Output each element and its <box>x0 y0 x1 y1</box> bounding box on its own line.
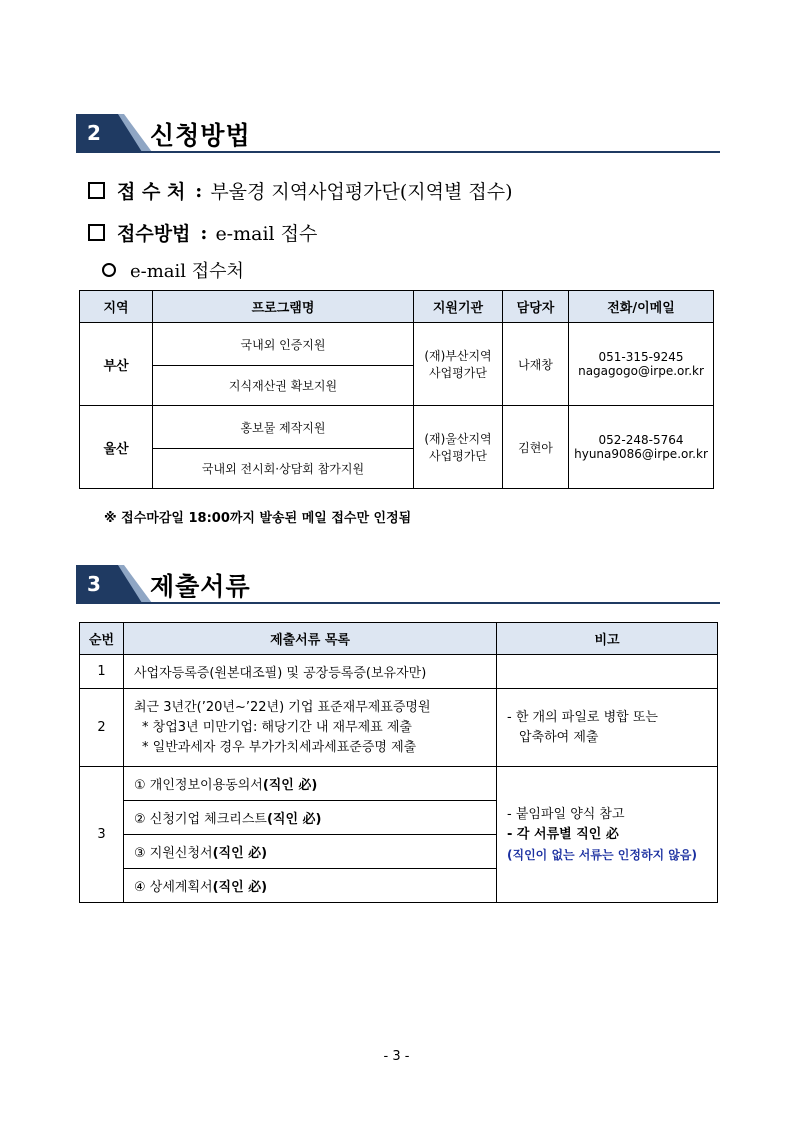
sub-bullet <box>102 257 244 283</box>
document-cell <box>124 801 497 835</box>
col-header: 전화/이메일 <box>569 291 714 323</box>
bullet-label: 접 수 처 <box>117 181 186 203</box>
deadline-note: ※ 접수마감일 18:00까지 발송된 메일 접수만 인정됨 <box>104 511 412 526</box>
seal-required: (직인 必) <box>212 880 268 895</box>
agency-cell <box>414 406 503 489</box>
manager-cell: 김현아 <box>503 406 569 489</box>
document-name: ① 개인정보이용동의서 <box>134 778 263 793</box>
remark-emphasis: (직인이 없는 서류는 인정하지 않음) <box>507 847 697 862</box>
bullet-label: 접수방법 <box>117 223 191 245</box>
remark-cell <box>497 655 718 689</box>
row-number: 2 <box>80 689 124 767</box>
col-header: 지역 <box>80 291 153 323</box>
remark-line: - 붙임파일 양식 참고 <box>507 806 625 822</box>
header-wedge-icon <box>112 114 152 152</box>
documents-table <box>79 622 718 903</box>
document-cell <box>124 835 497 869</box>
agency-line: (재)울산지역 <box>424 432 492 446</box>
contact-table <box>79 290 714 489</box>
colon-mark: : <box>200 221 208 244</box>
sub-bullet-text: e-mail 접수처 <box>130 261 244 282</box>
program-cell: 지식재산권 확보지원 <box>153 366 414 406</box>
email-text: hyuna9086@irpe.or.kr <box>574 447 708 461</box>
checkbox-square-icon <box>88 182 105 199</box>
document-cell <box>124 689 497 767</box>
col-header: 지원기관 <box>414 291 503 323</box>
program-cell: 국내외 인증지원 <box>153 323 414 366</box>
section-number: 3 <box>76 565 112 603</box>
phone-text: 052-248-5764 <box>598 433 684 447</box>
document-cell <box>124 767 497 801</box>
email-text: nagagogo@irpe.or.kr <box>578 364 704 378</box>
bullet-method <box>88 219 317 246</box>
col-header: 순번 <box>80 623 124 655</box>
seal-required: (직인 必) <box>262 778 318 793</box>
bullet-value: e-mail 접수 <box>215 223 318 245</box>
bullet-receiver <box>88 177 513 204</box>
manager-cell: 나재창 <box>503 323 569 406</box>
contact-cell <box>569 323 714 406</box>
document-line: * 일반과세자 경우 부가가치세과세표준증명 제출 <box>142 739 417 755</box>
region-cell: 부산 <box>80 323 153 406</box>
document-cell: 사업자등록증(원본대조필) 및 공장등록증(보유자만) <box>124 655 497 689</box>
header-wedge-icon <box>112 565 152 603</box>
document-name: ② 신청기업 체크리스트 <box>134 812 267 827</box>
region-cell: 울산 <box>80 406 153 489</box>
remark-line: - 한 개의 파일로 병합 또는 <box>507 709 658 725</box>
agency-cell <box>414 323 503 406</box>
program-cell: 국내외 전시회·상담회 참가지원 <box>153 449 414 489</box>
remark-line: - 각 서류별 직인 必 <box>507 826 619 842</box>
colon-mark: : <box>195 179 203 202</box>
document-line: 최근 3년간(’20년~’22년) 기업 표준재무제표증명원 <box>134 699 431 715</box>
remark-line: 압축하여 제출 <box>519 729 599 745</box>
program-cell: 홍보물 제작지원 <box>153 406 414 449</box>
section-3-header <box>76 565 720 605</box>
remark-cell <box>497 689 718 767</box>
agency-line: 사업평가단 <box>429 449 487 463</box>
circle-bullet-icon <box>102 263 116 277</box>
col-header: 비고 <box>497 623 718 655</box>
document-line: * 창업3년 미만기업: 해당기간 내 재무제표 제출 <box>142 719 412 735</box>
seal-required: (직인 必) <box>266 812 322 827</box>
document-cell <box>124 869 497 903</box>
document-name: ③ 지원신청서 <box>134 846 213 861</box>
col-header: 제출서류 목록 <box>124 623 497 655</box>
contact-cell <box>569 406 714 489</box>
row-number: 1 <box>80 655 124 689</box>
agency-line: 사업평가단 <box>429 366 487 380</box>
document-name: ④ 상세계획서 <box>134 880 213 895</box>
col-header: 프로그램명 <box>153 291 414 323</box>
section-title: 제출서류 <box>150 572 251 601</box>
section-number: 2 <box>76 114 112 152</box>
header-underline <box>76 602 720 604</box>
section-title: 신청방법 <box>150 121 251 150</box>
bullet-value: 부울경 지역사업평가단(지역별 접수) <box>210 181 513 203</box>
row-number: 3 <box>80 767 124 903</box>
page-number: - 3 - <box>383 1049 410 1064</box>
checkbox-square-icon <box>88 224 105 241</box>
section-2-header <box>76 114 720 154</box>
phone-text: 051-315-9245 <box>598 350 684 364</box>
col-header: 담당자 <box>503 291 569 323</box>
seal-required: (직인 必) <box>212 846 268 861</box>
remark-cell <box>497 767 718 903</box>
header-underline <box>76 151 720 153</box>
agency-line: (재)부산지역 <box>424 349 492 363</box>
